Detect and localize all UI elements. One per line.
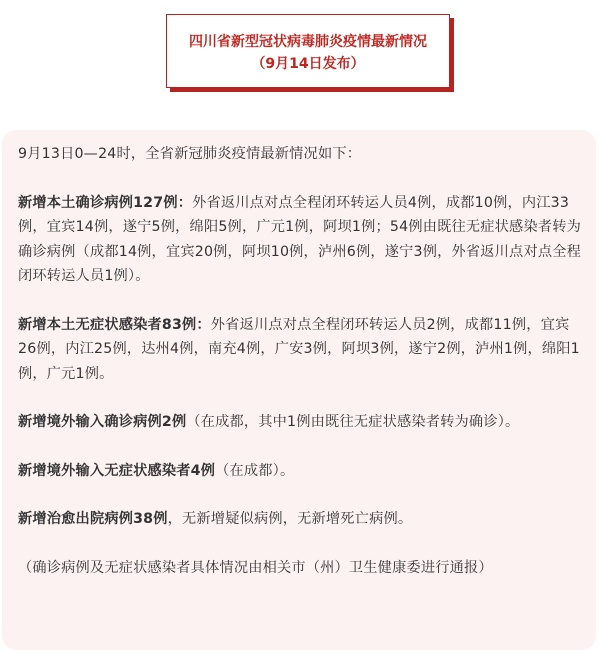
local-confirmed-heading: 新增本土确诊病例127例：: [18, 194, 193, 211]
local-asymptomatic-heading: 新增本土无症状感染者83例：: [18, 316, 211, 333]
imported-asymptomatic-paragraph: [18, 459, 582, 484]
imported-asymptomatic-detail: （在成都）。: [215, 462, 295, 479]
intro-text: 9月13日0—24时，全省新冠肺炎疫情最新情况如下：: [18, 146, 362, 162]
article-card: [2, 130, 596, 650]
notice-text: （确诊病例及无症状感染者具体情况由相关市（州）卫生健康委进行通报）: [18, 559, 493, 576]
local-asymptomatic-detail: 外省返川点对点全程闭环转运人员2例，成都11例，宜宾26例，内江25例，达州4例，南充4例，广安3例，阿坝3例，遂宁2例，泸州1例，绵阳1例，广元1例。: [18, 316, 580, 382]
recovered-heading: 新增治愈出院病例38例: [18, 511, 168, 527]
page-title: 四川省新型冠状病毒肺炎疫情最新情况: [189, 34, 427, 50]
local-asymptomatic-paragraph: [18, 313, 582, 387]
title-box: [166, 14, 450, 88]
imported-confirmed-detail: （在成都，其中1例由既往无症状感染者转为确诊）。: [186, 414, 520, 430]
recovered-paragraph: [18, 507, 582, 532]
imported-asymptomatic-heading: 新增境外输入无症状感染者4例: [18, 462, 216, 479]
release-date: （9月14日发布）: [251, 56, 365, 72]
imported-confirmed-paragraph: [18, 410, 582, 435]
local-confirmed-detail: 外省返川点对点全程闭环转运人员4例，成都10例，内江33例，宜宾14例，遂宁5例，绵阳5例，广元1例，阿坝1例；54例由既往无症状感染者转为确诊病例（成都14例，宜宾20例，阿坝10例，泸州6例，遂宁3例，外省返川点对点全程闭环转运人员1例）。: [18, 194, 581, 284]
recovered-detail: ，无新增疑似病例，无新增死亡病例。: [167, 511, 413, 527]
imported-confirmed-heading: 新增境外输入确诊病例2例: [18, 414, 187, 430]
local-confirmed-paragraph: [18, 191, 582, 289]
